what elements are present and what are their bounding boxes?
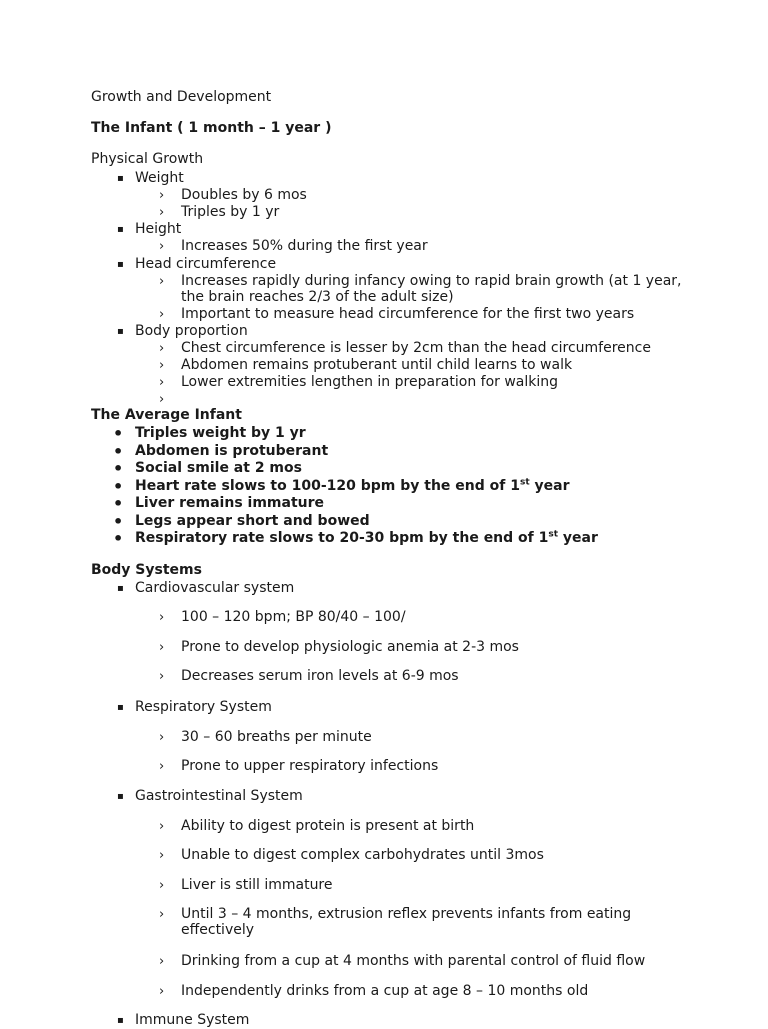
arrow-bullet-icon: › [159,307,165,322]
arrow-bullet-icon: › [159,188,165,203]
bullet-icon: • [113,512,124,531]
arrow-bullet-icon: › [159,239,165,254]
arrow-bullet-icon: › [159,819,165,834]
heading-physical-growth: Physical Growth [91,151,204,167]
arrow-bullet-icon: › [159,640,165,655]
square-bullet-icon: ▪ [117,224,124,235]
arrow-bullet-icon: › [159,848,165,863]
arrow-bullet-icon: › [159,984,165,999]
bullet-icon: • [113,494,124,513]
arrow-bullet-icon: › [159,730,165,745]
square-bullet-icon: ▪ [117,791,124,802]
section-heading-infant: The Infant ( 1 month – 1 year ) [91,120,332,136]
square-bullet-icon: ▪ [117,173,124,184]
arrow-bullet-icon: › [159,878,165,893]
bullet-icon: • [113,529,124,548]
document-page: Growth and Development The Infant ( 1 month – 1 year ) Physical Growth ▪ Weight › Doubles by 6 mos › Triples by 1 yr ▪ Height › Increases 50% during the first year ▪ Head circumference › Increases rapidly during infancy owing to rapid brain growth (at 1 year, the brain reaches 2/3 of the adult size) › Important to measure head circumference for the first two years ▪ Body proportion › Chest circumference is lesser by 2cm than the head circumference › Abdomen remains protuberant until child learns to walk › Lower extremities lengthen in preparation for walking › The Average Infant • Triples weight by 1 yr • Abdomen is protuberant • Social smile at 2 mos • Heart rate slows to 100-120 bpm by the end of 1st year • Liver remains immature • Legs appear short and bowed • Respiratory rate slows to 20-30 bpm by the end of 1st year Body Systems ▪ Cardiovascular system › 100 – 120 bpm; BP 80/40 – 100/ › Prone to develop physiologic anemia at 2-3 mos › Decreases serum iron levels at 6-9 mos ▪ Respiratory System › 30 – 60 breaths per minute › Prone to upper respiratory infections ▪ Gastrointestinal System › Ability to digest protein is present at birth › Unable to digest complex carbohydrates until 3mos › Liver is still immature › Until 3 – 4 months, extrusion reflex prevents infants from eating effectively › Drinking from a cup at 4 months with parental control of fluid flow › Independently drinks from a cup at age 8 – 10 months old ▪ Immune System [91,89,682,1028]
arrow-bullet-icon: › [159,375,165,390]
heading-body-systems: Body Systems [91,562,202,578]
arrow-bullet-icon: › [159,669,165,684]
arrow-bullet-icon: › [159,907,165,922]
heading-average-infant: The Average Infant [91,407,242,423]
square-bullet-icon: ▪ [117,259,124,270]
arrow-bullet-icon: › [159,274,165,289]
bullet-icon: • [113,424,124,443]
sub-item-continuation: the brain reaches 2/3 of the adult size) [181,289,454,305]
bullet-icon: • [113,477,124,496]
sub-item-continuation: effectively [181,922,255,938]
square-bullet-icon: ▪ [117,1015,124,1026]
arrow-bullet-icon: › [159,392,165,407]
bullet-icon: • [113,442,124,461]
arrow-bullet-icon: › [159,341,165,356]
square-bullet-icon: ▪ [117,583,124,594]
arrow-bullet-icon: › [159,610,165,625]
arrow-bullet-icon: › [159,205,165,220]
document-title: Growth and Development [91,89,272,105]
arrow-bullet-icon: › [159,759,165,774]
arrow-bullet-icon: › [159,954,165,969]
square-bullet-icon: ▪ [117,702,124,713]
square-bullet-icon: ▪ [117,326,124,337]
bullet-icon: • [113,459,124,478]
arrow-bullet-icon: › [159,358,165,373]
